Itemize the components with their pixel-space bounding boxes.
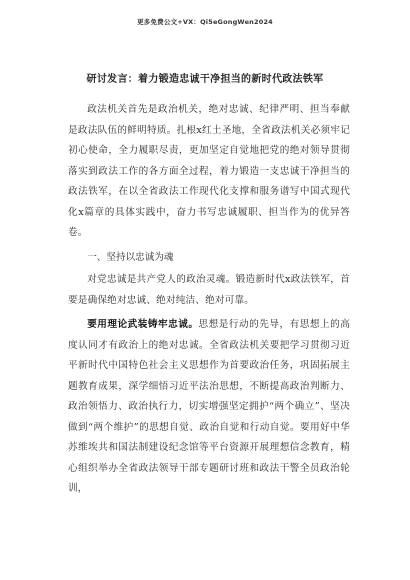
section-heading: 一、坚持以忠诚为魂 [87, 251, 174, 263]
paragraph-theory [68, 315, 350, 500]
document-body [68, 100, 350, 504]
paragraph-text: 政法机关首先是政治机关，绝对忠诚、纪律严明、担当奉献是政法队伍的鲜明特质。扎根x红土圣地，全省政法机关必须牢记初心使命，全力履职尽责，更加坚定自觉地把党的绝对领导贯彻落实到政法工作的各方面全过程，着力锻造一支忠诚干净担当的政法铁军，在以全省政法工作现代化支撑和服务谱写中国式现代化x篇章的具体实践中，奋力书写忠诚履职、担当作为的优异答卷。 [68, 104, 350, 238]
paragraph-intro [68, 100, 350, 244]
paragraph-text: 思想是行动的先导，有思想上的高度认同才有政治上的绝对忠诚。全省政法机关要把学习贯彻习近平新时代中国特色社会主义思想作为首要政治任务，巩固拓展主题教育成果，深学细悟习近平法治思想，不断提高政治判断力、政治领悟力、政治执行力，切实增强坚定拥护“两个确立”、坚决做到“两个维护”的思想自觉、政治自觉和行动自觉。要用好中华苏维埃共和国法制建设纪念馆等平台资源开展理想信念教育，精心组织举办全省政法领导干部专题研讨班和政法干警全员政治轮训， [68, 319, 350, 494]
paragraph-text: 对党忠诚是共产党人的政治灵魂。锻造新时代x政法铁军，首要是确保绝对忠诚、绝对纯洁、绝对可靠。 [68, 274, 350, 306]
document-title: 研讨发言：着力锻造忠诚干净担当的新时代政法铁军 [86, 74, 324, 85]
paragraph-loyalty [68, 270, 350, 311]
page-header: 更多免费公文+VX：Qi5eGongWen2024 [137, 18, 273, 26]
paragraph-lead: 要用理论武装铸牢忠诚。 [87, 319, 199, 330]
